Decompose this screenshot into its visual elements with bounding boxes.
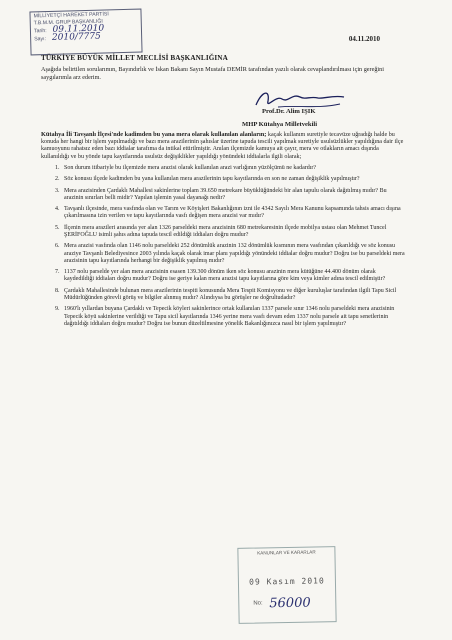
question-item: 6. Mera arazisi vasfında olan 1146 nolu parseldeki 252 dönümlük arazinin 132 dönümlük kısmının mera vasfından çıkarıldığı ve söz konusu araziye Tavşanlı Belediyesince 2003 yılında kaçak olarak imar planı yapıldığı yönündeki iddialar doğru mudur? Doğru ise bu parseldeki mera arazisinin tapu kayıtlarında herhangi bir değişiklik yapılmış mıdır?	[61, 243, 406, 265]
body-text: kaçak kullanım suretiyle tecavüze uğradığı halde bu konuda her hangi bir işlem yapılmadığı ve bazı mera arazilerinin şahıslar üzerine tapuda tescili yapılmak suretiyle usulsüzlükler yapıldığına dair ilçe kamuoyunu rahatsız eden bazı iddialar tarafıma da intikal ettirilmiştir. Anılan ilçemizde kamuya ait çayır, mera ve otlakların amacı dışında kullanıldığı ve bu yönde tapu kayıtlarında usulsüz değişiklikler yapıldığı yönündeki iddialarla ilgili olarak;	[41, 132, 404, 160]
question-item: 5. İlçenin mera arazileri arasında yer alan 1326 parseldeki mera arazisinin 680 metrekaresinin ilçede mobilya ustası olan Mehmet Tuncel ŞERİFOĞLU isimli şahıs adına tapuda tescil edildiği iddiaları doğru mudur?	[61, 225, 406, 239]
stamp-date-label: Tarih:	[33, 28, 47, 35]
intro-paragraph: Aşağıda belirtilen sorularımın, Bayındırlık ve İskan Bakanı Sayın Mustafa DEMİR tarafından yazılı olarak cevaplandırılması için gereğini saygılarımla arz ederim.	[41, 66, 384, 82]
question-item: 2. Söz konusu ilçede kadimden bu yana kullanılan mera arazilerinin tapu kayıtlarında en son ne zaman değişiklik yapılmıştır?	[61, 176, 406, 183]
received-stamp	[29, 9, 142, 56]
archive-stamp-header: KANUNLAR VE KARARLAR	[257, 549, 316, 556]
letter-heading: TÜRKİYE BÜYÜK MİLLET MECLİSİ BAŞKANLIĞINA	[41, 54, 228, 62]
question-item: 7. 1137 nolu parselde yer alan mera arazisinin esasen 139.300 dönüm iken söz konusu arazinin mera kütüğüne 44.400 dönüm olarak kaydedildiği iddiaları doğru mudur? Doğru ise geriye kalan mera arazisi tapu kayıtlarına göre kim veya kimler adına tescil edilmiştir?	[61, 269, 406, 283]
letter-body	[41, 131, 406, 332]
body-lead: Kütahya İli Tavşanlı İlçesi'nde kadimden bu yana mera olarak kullanılan alanların;	[41, 131, 267, 138]
question-list	[41, 165, 406, 328]
archive-stamp	[237, 546, 336, 624]
letter-date: 04.11.2010	[348, 35, 380, 43]
question-item: 8. Çardaklı Mahallesinde bulunan mera arazilerinin tespiti konusunda Mera Tespit Komisyonu ve diğer kuruluşlar tarafından ilgili Tapu Sicil Müdürlüğünden görevli görüş ve bilgiler alınmış mıdır? Alındıysa bu görüşler ne doğrultudadır?	[61, 288, 406, 302]
archive-stamp-date: 09 Kasım 2010	[249, 576, 325, 587]
stamp-office: T.B.M.M. GRUP BAŞKANLIĞI	[33, 18, 103, 27]
question-item: 9. 1960'lı yıllardan buyana Çardaklı ve Tepecik köyleri sakinlerince ortak kullanılan 1337 parsele sınır 1346 nolu parseldeki mera arazisinin Tepecik köyü sakinlerine verildiği ve Tapu sicil kayıtlarında 1346 yerine mera vasfı devam eden 1337 nolu parsele ait tapu senetlerinin dağıtıldığı iddiaları doğru mudur? Doğru ise bunun düzeltilmesine yönelik Bakanlığınızca nasıl bir işlem yapılmıştır?	[61, 306, 406, 328]
stamp-no-label: Sayı:	[34, 36, 47, 43]
archive-stamp-no-value: 56000	[269, 595, 311, 612]
stamp-party: MİLLİYETÇİ HAREKET PARTİSİ	[33, 11, 109, 20]
signature-name: Prof.Dr. Alim IŞIK	[262, 108, 316, 115]
question-item: 4. Tavşanlı ilçesinde, mera vasfında olan ve Tarım ve Köyişleri Bakanlığının izni ile 4342 Sayılı Mera Kanunu kapsamında tahsis amacı dışına çıkarılmasına izin verilen ve tapu kayıtlarında vasfı değişen mera arazisi var mıdır?	[61, 206, 406, 220]
stamp-no-value: 2010/7775	[51, 31, 101, 43]
question-item: 3. Mera arazisinden Çardaklı Mahallesi sakinlerine toplam 39.650 metrekare büyüklüğündeki bir alan tapulu olarak dağıtılmış mıdır? Bu arazinin sınırları belli midir? Yapılan işlemin yasal dayanağı nedir?	[61, 188, 406, 202]
question-item: 1. Son durum itibariyle bu ilçemizde mera arazisi olarak kullanılan arazi varlığının yüzölçümü ne kadardır?	[61, 165, 406, 172]
signature-title: MHP Kütahya Milletvekili	[242, 121, 318, 128]
archive-stamp-no-label: No:	[253, 600, 263, 607]
stamp-date-value: 09.11.2010	[52, 23, 105, 35]
